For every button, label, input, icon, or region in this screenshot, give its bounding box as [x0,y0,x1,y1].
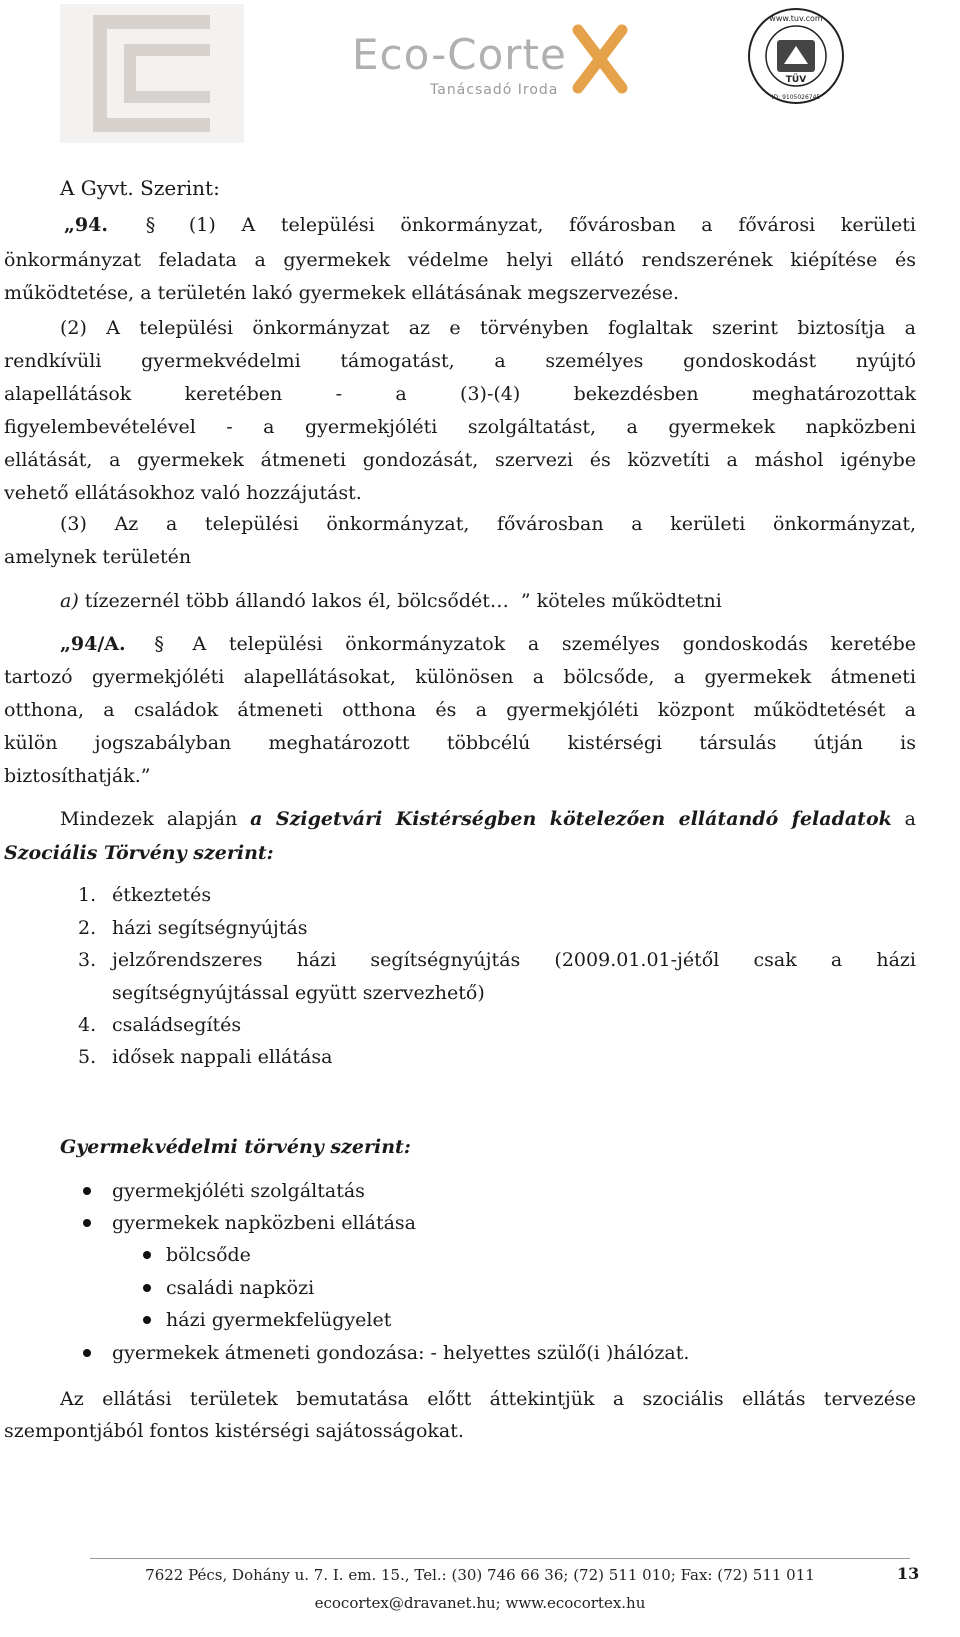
summary-line1: Mindezek alapján a Szigetvári Kistérségben kötelezően ellátandó feladatok a [60,808,916,830]
page-number: 13 [897,1564,920,1583]
brand-name: Eco-Corte [352,30,567,79]
p94a-line1: „94/A. § A települési önkormányzatok a személyes gondoskodás keretébe [60,633,916,655]
p2-line1: (2) A települési önkormányzat az e törvényben foglaltak szerint biztosítja a [60,317,916,339]
p94a-number: „94/A. [60,633,126,655]
p2-line2: rendkívüli gyermekvédelmi támogatást, a személyes gondoskodást nyújtó [4,350,916,372]
closing-line2: szempontjából fontos kistérségi sajátosságokat. [4,1420,464,1442]
p3-line1: (3) Az a települési önkormányzat, fővárosban a kerületi önkormányzat, [60,513,916,535]
list-item: családsegítés [112,1014,242,1036]
p94-line1-text: (1) A települési önkormányzat, fővárosban a fővárosi kerületi [188,214,916,236]
list-item: jelzőrendszeres házi segítségnyújtás (2009.01.01-jétől csak a házi [112,949,916,971]
p3-point-a: a) tízezernél több állandó lakos él, bölcsődét… ” köteles működtetni [60,590,722,612]
list-item: házi segítségnyújtás [112,917,308,939]
p3-line2: amelynek területén [4,546,192,568]
brand-x-icon [570,24,630,94]
summary-emphasis: a Szigetvári Kistérségben kötelezően ellátandó feladatok [250,808,892,830]
p94a-line4: külön jogszabályban meghatározott többcélú kistérségi társulás útján is [4,732,916,754]
p94a-line2: tartozó gyermekjóléti alapellátásokat, különösen a bölcsőde, a gyermekek átmeneti [4,666,916,688]
list-item-number: 5. [78,1046,97,1068]
svg-text:ID: 9105026745: ID: 9105026745 [771,94,821,101]
p94-line1 [4,208,916,242]
bullet-icon [143,1284,151,1292]
p94a-line3: otthona, a családok átmeneti otthona és a gyermekjóléti központ működtetését a [4,699,916,721]
svg-text:www.tuv.com: www.tuv.com [769,14,823,23]
p2-line3: alapellátások keretében - a (3)-(4) bekezdésben meghatározottak [4,383,916,405]
section-heading: A Gyvt. Szerint: [60,176,220,200]
brand-wordmark [330,30,660,110]
footer-divider [90,1558,910,1559]
sublist-item: házi gyermekfelügyelet [166,1309,392,1331]
bullet-icon [143,1316,151,1324]
svg-text:TÜV: TÜV [785,75,807,85]
list-item-continuation: segítségnyújtással együtt szervezhető) [112,982,485,1004]
subheading-child-protection: Gyermekvédelmi törvény szerint: [60,1136,411,1158]
list-item-number: 3. [78,949,97,971]
p2-line6: vehető ellátásokhoz való hozzájutást. [4,482,362,504]
list-item-number: 4. [78,1014,97,1036]
section-sign-icon: § [145,214,156,236]
ellipsis: … [489,590,509,612]
list-item: étkeztetés [112,884,212,906]
list-item: gyermekek átmeneti gondozása: - helyettes szülő(i )hálózat. [112,1342,690,1364]
list-item: gyermekek napközbeni ellátása [112,1212,417,1234]
p2-line5: ellátását, a gyermekek átmeneti gondozását, szervezi és közvetíti a máshol igénybe [4,449,916,471]
bullet-icon [83,1219,91,1227]
p94a-line5: biztosíthatják.” [4,765,151,787]
brand-subtitle: Tanácsadó Iroda [430,82,559,98]
point-a-marker: a) [60,590,79,612]
list-item: idősek nappali ellátása [112,1046,333,1068]
tuv-certification-seal [746,6,846,106]
closing-line1: Az ellátási területek bemutatása előtt áttekintjük a szociális ellátás tervezése [60,1388,916,1410]
section-sign-icon: § [154,633,164,655]
p94-line2: önkormányzat feladata a gyermekek védelme helyi ellátó rendszerének kiépítése és [4,249,916,271]
list-item-number: 2. [78,917,97,939]
list-item-number: 1. [78,884,97,906]
p2-line4: figyelembevételével - a gyermekjóléti szolgáltatást, a gyermekek napközbeni [4,416,916,438]
bullet-icon [83,1349,91,1357]
bullet-icon [83,1187,91,1195]
bullet-icon [143,1251,151,1259]
list-item: gyermekjóléti szolgáltatás [112,1180,365,1202]
footer-address: 7622 Pécs, Dohány u. 7. I. em. 15., Tel.: (30) 746 66 36; (72) 511 010; Fax: (72) 511 011 [145,1566,815,1584]
p94-line3: működtetése, a területén lakó gyermekek ellátásának megszervezése. [4,282,680,304]
p94-number: „94. [64,214,108,236]
company-logo [60,4,244,143]
summary-line2: Szociális Törvény szerint: [4,842,274,864]
sublist-item: bölcsőde [166,1244,251,1266]
sublist-item: családi napközi [166,1277,315,1299]
footer-contact: ecocortex@dravanet.hu; www.ecocortex.hu [314,1594,646,1612]
